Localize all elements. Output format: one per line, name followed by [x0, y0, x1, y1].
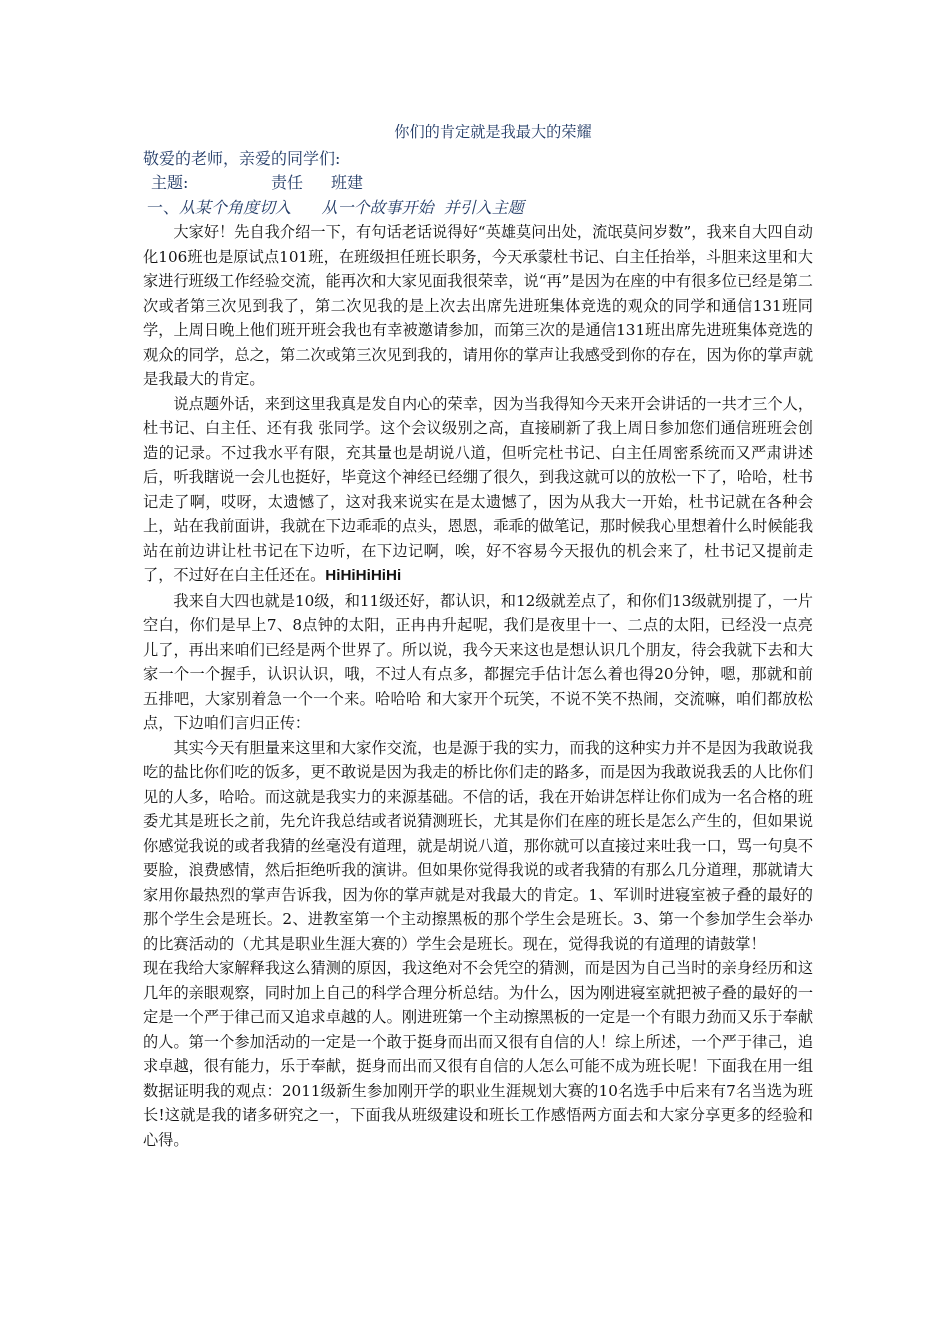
paragraph-grade: 我来自大四也就是10级，和11级还好，都认识，和12级就差点了，和你们13级就别提了，一片空白，你们是早上7、8点钟的太阳，正冉冉升起呢，我们是夜里十一、二点的太阳，已经没一点亮儿了，再出来咱们已经是两个世界了。所以说，我今天来这也是想认识几个朋友，待会我就下去和大家一个一个握手，认识认识，哦，不过人有点多，都握完手估计怎么着也得20分钟，嗯，那就和前五排吧，大家别着急一个一个来。哈哈哈 和大家开个玩笑，不说不笑不热闹，交流嘛，咱们都放松点，下边咱们言归正传： [143, 591, 813, 732]
theme-item-responsibility: 责任 [271, 173, 304, 192]
paragraph-explanation: 现在我给大家解释我这么猜测的原因，我这绝对不会凭空的猜测，而是因为自己当时的亲身经历和这几年的亲眼观察，同时加上自己的科学合理分析总结。为什么，因为刚进寝室就把被子叠的最好的一定是一个严于律己而又追求卓越的人。刚进班第一个主动擦黑板的一定是一个有眼力劲而又乐于奉献的人。第一个参加活动的一定是一个敢于挺身而出而又很有自信的人！综上所述，一个严于律己，追求卓越，很有能力，乐于奉献，挺身而出而又很有自信的人怎么可能不成为班长呢！下面我在用一组数据证明我的观点：2011级新生参加刚开学的职业生涯规划大赛的10名选手中后来有7名当选为班长!这就是我的诸多研究之一，下面我从班级建设和班长工作感悟两方面去和大家分享更多的经验和心得。 [143, 959, 813, 1149]
paragraph-strength: 其实今天有胆量来这里和大家作交流，也是源于我的实力，而我的这种实力并不是因为我敢说我吃的盐比你们吃的饭多，更不敢说是因为我走的桥比你们走的路多，而是因为我敢说我丢的人比你们见的人多，哈哈。而这就是我实力的来源基础。不信的话，我在开始讲怎样让你们成为一名合格的班委尤其是班长之前，先允许我总结或者说猜测班长，尤其是你们在座的班长是怎么产生的，但如果说你感觉我说的或者我猜的丝毫没有道理，就是胡说八道，那你就可以直接过来吐我一口，骂一句臭不要脸，浪费感情，然后拒绝听我的演讲。但如果你觉得我说的或者我猜的有那么几分道理，那就请大家用你最热烈的掌声告诉我，因为你的掌声就是对我最大的肯定。1、军训时进寝室被子叠的最好的那个学生会是班长。2、进教室第一个主动擦黑板的那个学生会是班长。3、第一个参加学生会举办的比赛活动的（尤其是职业生涯大赛的）学生会是班长。现在，觉得我说的有道理的请鼓掌！ [143, 738, 813, 953]
greeting-line: 敬爱的老师，亲爱的同学们: [143, 148, 341, 168]
document-page [143, 120, 813, 1152]
theme-item-class-building: 班建 [331, 173, 364, 192]
document-title: 你们的肯定就是我最大的荣耀 [394, 123, 592, 141]
theme-line [143, 171, 813, 196]
paragraph-aside-text: 说点题外话，来到这里我真是发自内心的荣幸，因为当我得知今天来开会讲话的一共才三个人，杜书记、白主任、还有我 张同学。这个会议级别之高，直接刷新了我上周日参加您们通信班班会创造的记录。不过我水平有限，充其量也是胡说八道，但听完杜书记、白主任周密系统而又严肃讲述后，听我瞎说一会儿也挺好，毕竟这个神经已经绷了很久，到我这就可以的放松一下了，哈哈，杜书记走了啊，哎呀，太遗憾了，这对我来说实在是太遗憾了，因为从我大一开始，杜书记就在各种会上，站在我前面讲，我就在下边乖乖的点头，恩恩，乖乖的做笔记，那时候我心里想着什么时候能我站在前边讲让杜书记在下边听，在下边记啊，唉，好不容易今天报仇的机会来了，杜书记又提前走了，不过好在白主任还在。 [143, 394, 813, 584]
theme-label: 主题: [151, 173, 189, 192]
paragraph-aside-laugh: HiHiHiHiHi [325, 567, 402, 584]
section-number: 一、 [147, 197, 180, 217]
paragraph-intro: 大家好！先自我介绍一下，有句话老话说得好“英雄莫问出处，流氓莫问岁数”，我来自大四自动化106班也是原试点101班，在班级担任班长职务，今天承蒙杜书记、白主任抬举，斗胆来这里和大家进行班级工作经验交流，能再次和大家见面我很荣幸，说“再”是因为在座的中有很多位已经是第二次或者第三次见到我了，第二次见我的是上次去出席先进班集体竞选的观众的同学和通信131班同学，上周日晚上他们班开班会我也有幸被邀请参加，而第三次的是通信131班出席先进班集体竞选的观众的同学，总之，第二次或第三次见到我的，请用你的掌声让我感受到你的存在，因为你的掌声就是我最大的肯定。 [143, 223, 813, 388]
section-heading-1 [143, 196, 813, 221]
section-text: 从某个角度切入 从一个故事开始 并引入主题 [179, 197, 524, 217]
paragraph-aside [143, 392, 813, 589]
